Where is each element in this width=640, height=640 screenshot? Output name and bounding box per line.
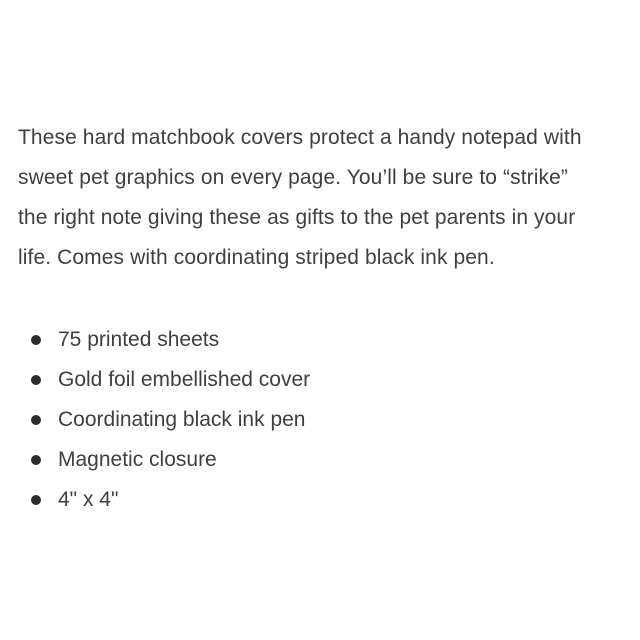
bullet-icon (31, 335, 41, 345)
feature-item (18, 440, 628, 480)
feature-label: Magnetic closure (58, 448, 217, 471)
feature-label: Coordinating black ink pen (58, 408, 306, 431)
feature-label: 75 printed sheets (58, 328, 220, 351)
description-line: the right note giving these as gifts to the pet parents in your (18, 206, 576, 229)
bullet-icon (31, 415, 41, 425)
product-details (18, 118, 628, 520)
feature-item (18, 320, 628, 360)
feature-list (18, 320, 628, 520)
feature-item (18, 480, 628, 520)
description-line: These hard matchbook covers protect a handy notepad with (18, 126, 582, 149)
feature-item (18, 360, 628, 400)
feature-label: Gold foil embellished cover (58, 368, 311, 391)
feature-item (18, 400, 628, 440)
feature-label: 4" x 4" (58, 488, 119, 511)
product-description (18, 118, 628, 278)
bullet-icon (31, 455, 41, 465)
description-line: life. Comes with coordinating striped black ink pen. (18, 246, 495, 269)
bullet-icon (31, 375, 41, 385)
bullet-icon (31, 495, 41, 505)
description-line: sweet pet graphics on every page. You’ll be sure to “strike” (18, 166, 568, 189)
